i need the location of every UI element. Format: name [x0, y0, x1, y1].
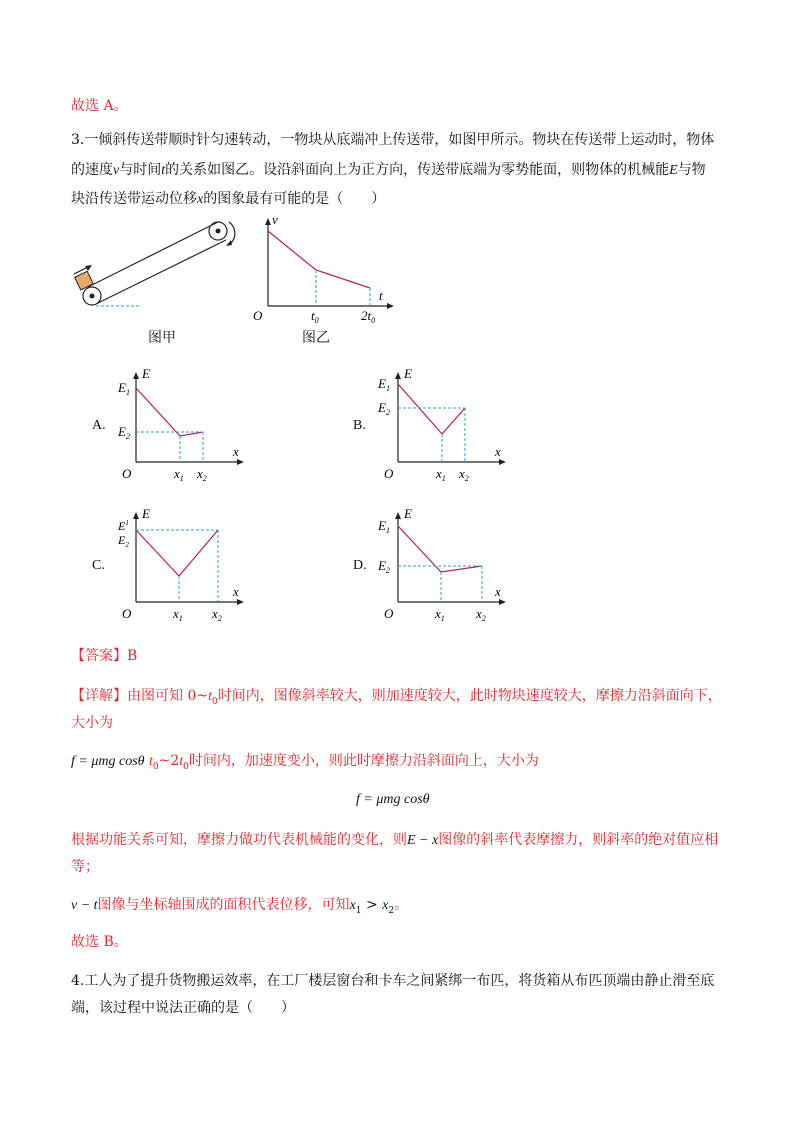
explanation-text: 根据功能关系可知，摩擦力做功代表机械能的变化，则 — [71, 832, 407, 848]
math-sub: 0 — [183, 761, 189, 772]
answer-tag: 【答案】 — [71, 648, 127, 664]
option-d-label[interactable]: D. — [353, 558, 367, 573]
math-op: > — [361, 897, 383, 913]
v-axis-label: v — [272, 214, 278, 227]
option-c-label[interactable]: C. — [92, 558, 105, 573]
svg-text:E: E — [142, 506, 150, 521]
svg-text:E: E — [404, 506, 412, 521]
t-axis-arrow-icon — [387, 303, 394, 309]
explanation-text: 时间内，图像斜率较大，则加速度较大，此时物块速度较大，摩擦力沿斜面向下， — [217, 688, 722, 704]
belt-bottom — [96, 240, 226, 304]
math-var: t — [161, 163, 166, 178]
question-number: 3. — [71, 132, 85, 148]
e-axis-arrow-icon — [395, 512, 401, 519]
svg-text:x: x — [495, 444, 501, 459]
question-text: 块沿传送带运动位移 — [71, 191, 197, 207]
question-4-line-2: 端，该过程中说法正确的是（ ） — [71, 1000, 295, 1016]
svg-text:E2: $E_2$ — [118, 533, 129, 549]
2t0-label: $2t_0$ — [361, 308, 376, 324]
math-var: t — [148, 754, 153, 769]
question-text: 与时间 — [119, 162, 162, 178]
top-pulley-axle — [216, 229, 221, 234]
explanation-line-1 — [71, 686, 722, 712]
centered-formula: f = μmg cosθ — [356, 792, 430, 807]
svg-text:E2: $E_2$ — [118, 424, 130, 441]
figure-yi-caption: 图乙 — [302, 330, 330, 346]
x-axis-arrow-icon — [237, 599, 244, 605]
svg-text:O: O — [384, 466, 394, 481]
bottom-pulley-axle — [90, 294, 95, 299]
question-3-line-2 — [71, 160, 706, 181]
origin-label: O — [253, 308, 263, 323]
question-3-line-1 — [71, 130, 714, 150]
svg-text:E: E — [404, 366, 412, 381]
x-axis-arrow-icon — [499, 459, 506, 465]
friction-formula: f = μmg cosθ — [71, 754, 145, 769]
svg-text:x2: $x_2$ — [197, 466, 207, 483]
math-var: x — [197, 192, 204, 207]
math-expr: E − x — [407, 833, 439, 848]
conclusion: 故选 B。 — [71, 934, 128, 950]
svg-text:O: O — [122, 466, 132, 481]
answer-value: B — [127, 648, 138, 664]
rotation-arrowhead-icon — [226, 240, 232, 246]
math-sub: 1 — [355, 905, 362, 916]
explanation-text: 图像的斜率代表摩擦力，则斜率的绝对值应相 — [438, 832, 719, 848]
question-3-line-3 — [71, 189, 385, 210]
svg-text:x2: $x_2$ — [212, 606, 222, 623]
figure-jia-conveyor — [66, 212, 246, 316]
figure-yi-vt-graph — [248, 214, 398, 324]
question-text: 与物 — [677, 162, 706, 178]
question-number: 4. — [71, 973, 85, 989]
math-var: v — [113, 163, 120, 178]
math-var: t — [208, 689, 212, 704]
option-a-label[interactable]: A. — [92, 418, 106, 433]
svg-text:E2: $E_2$ — [378, 400, 390, 417]
option-b-graph[interactable] — [372, 364, 512, 490]
question-text: 的关系如图乙。设沿斜面向上为正方向，传送带底端为零势能面，则物体的机械能 — [165, 162, 670, 178]
question-text: 的速度 — [71, 162, 113, 178]
explanation-text: ~2 — [158, 753, 180, 769]
vt-curve — [268, 231, 370, 288]
math-var: x — [382, 898, 389, 913]
svg-text:x2: $x_2$ — [459, 466, 469, 483]
option-b-label[interactable]: B. — [353, 418, 366, 433]
math-var: x — [349, 898, 356, 913]
option-a-graph[interactable] — [110, 364, 250, 490]
math-var: E — [669, 163, 678, 178]
svg-text:x1: $x_1$ — [435, 606, 445, 623]
x-axis-arrow-icon — [499, 599, 506, 605]
t0-label: $t_0$ — [311, 308, 319, 324]
answer-line — [71, 646, 137, 666]
svg-text:x: x — [233, 584, 239, 599]
svg-text:E1: $E_1$ — [378, 376, 390, 393]
svg-text:x: x — [233, 444, 239, 459]
question-text: 的图象最有可能的是（ ） — [203, 191, 386, 207]
math-expr: v − t — [71, 898, 98, 913]
svg-text:E1: $E_1$ — [118, 380, 130, 397]
explanation-line-5: 等； — [71, 859, 99, 875]
svg-text:O: O — [384, 606, 394, 621]
explanation-text: 。 — [394, 897, 409, 913]
svg-text:E1: $E^1$ — [118, 519, 129, 533]
e-axis-arrow-icon — [133, 512, 139, 519]
svg-text:E: E — [142, 366, 150, 381]
question-4-line-1 — [71, 971, 714, 991]
svg-text:E2: $E_2$ — [378, 558, 390, 575]
math-sub: 0 — [152, 761, 159, 772]
svg-text:x1: $x_1$ — [436, 466, 446, 483]
svg-text:O: O — [122, 606, 132, 621]
question-text: 工人为了提升货物搬运效率，在工厂楼层窗台和卡车之间紧绑一布匹，将货箱从布匹顶端由静止滑至底 — [84, 973, 715, 989]
explanation-tag: 【详解】 — [71, 688, 127, 704]
figure-jia-caption: 图甲 — [148, 330, 176, 346]
explanation-text: 时间内，加速度变小，则此时摩擦力沿斜面向上，大小为 — [188, 753, 539, 769]
svg-text:x1: $x_1$ — [173, 606, 183, 623]
e-axis-arrow-icon — [395, 372, 401, 379]
svg-text:E1: $E_1$ — [378, 518, 390, 535]
svg-text:x1: $x_1$ — [174, 466, 184, 483]
e-axis-arrow-icon — [133, 372, 139, 379]
svg-text:x2: $x_2$ — [476, 606, 486, 623]
math-sub: 2 — [388, 905, 395, 916]
v-axis-arrow-icon — [265, 218, 271, 225]
belt-top — [88, 222, 218, 287]
math-var: t — [179, 754, 184, 769]
t-axis-label: t — [379, 288, 383, 303]
explanation-line-2: 大小为 — [71, 715, 113, 731]
explanation-line-4 — [71, 830, 718, 851]
svg-text:x: x — [495, 584, 501, 599]
question-text: 一倾斜传送带顺时针匀速转动，一物块从底端冲上传送带，如图甲所示。物块在传送带上运动时，物体 — [84, 132, 715, 148]
rotation-arrow-icon — [229, 222, 235, 244]
explanation-text: 由图可知 0~ — [127, 688, 209, 704]
math-sub: 0 — [211, 696, 218, 707]
option-d-graph[interactable] — [372, 504, 512, 630]
explanation-text: 图像与坐标轴围成的面积代表位移，可知 — [97, 897, 350, 913]
option-c-graph[interactable] — [110, 504, 250, 630]
previous-answer: 故选 A。 — [71, 98, 128, 114]
x-axis-arrow-icon — [237, 459, 244, 465]
explanation-line-3 — [71, 751, 539, 777]
explanation-line-6 — [71, 895, 408, 921]
